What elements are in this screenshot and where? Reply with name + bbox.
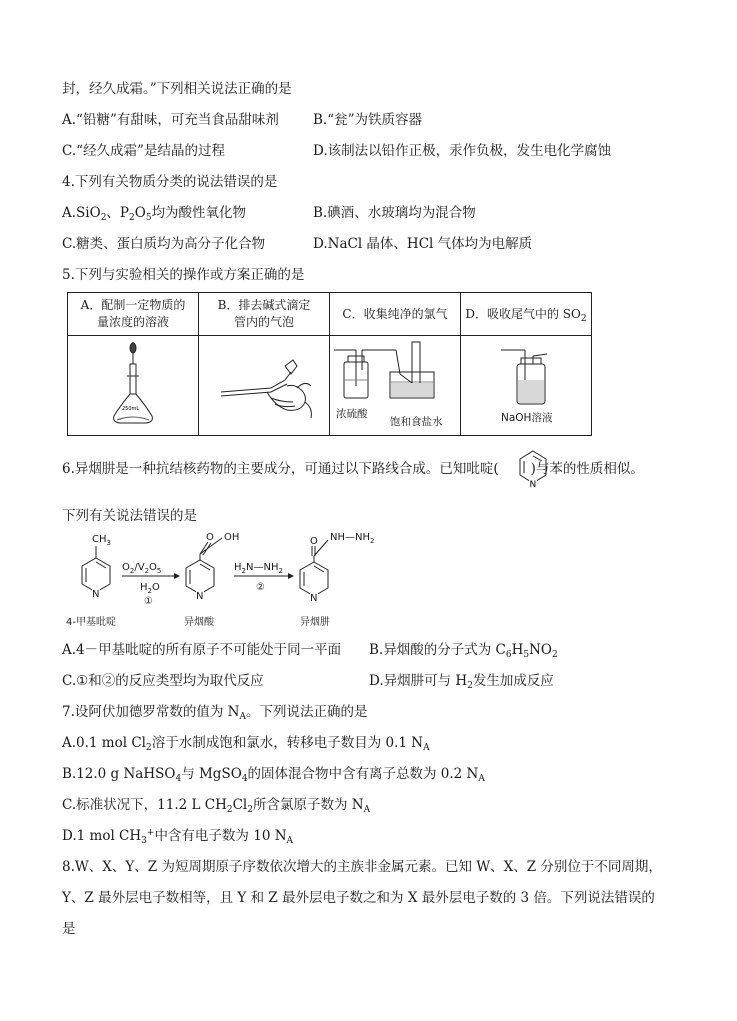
svg-text:N: N [310, 593, 318, 604]
svg-text:NH—NH2: $NH—NH_2$ [330, 532, 375, 545]
name-methylpyridine: 4-甲基吡啶 [66, 617, 116, 628]
flask-mark: 250mL [122, 406, 140, 412]
exp-header-c: C．收集纯净的氯气 [330, 293, 461, 336]
q8-line-3: 是 [62, 921, 76, 937]
svg-text:O: O [310, 536, 318, 547]
q3-option-d: D.该制法以铅作正极，汞作负极，发生电化学腐蚀 [313, 143, 612, 159]
svg-text:N: N [529, 480, 537, 490]
q4-option-a: A.SiO$_2$、$P_2O_5$均为酸性氧化物 [62, 205, 247, 223]
exp-figure-b [199, 336, 330, 436]
q6-stem-2: 下列有关说法错误的是 [62, 508, 197, 524]
q7-option-c: C.标准状况下，11.2 L $CH_2Cl_2$所含氯原子数为 $N_A$ [62, 797, 371, 815]
svg-text:O: O [206, 532, 214, 543]
experiment-table [67, 292, 592, 436]
exp-figure-d [461, 336, 592, 436]
synthesis-scheme [60, 526, 400, 638]
q7-option-d: D.1 mol $CH_3^+$中含有电子数为 10 $N_A$ [62, 828, 294, 846]
q7-option-a: A.0.1 mol $Cl_2$溶于水制成饱和氯水，转移电子数目为 0.1 $N_A$ [62, 735, 430, 753]
exp-header-d: D．吸收尾气中的 $SO_2$ [461, 293, 592, 336]
q4-option-d: D.NaCl 晶体、HCl 气体均为电解质 [313, 236, 533, 252]
svg-text:H2N—NH2: $H_2N—NH_2$ [234, 562, 283, 575]
q8-line-1: 8.W、X、Y、Z 为短周期原子序数依次增大的主族非金属元素。已知 W、X、Z 分别位于不同周期， [62, 859, 662, 875]
q3-option-a: A.“铅糖”有甜味，可充当食品甜味剂 [62, 112, 279, 128]
svg-text:OH: OH [224, 532, 240, 543]
q6-option-a: A.4－甲基吡啶的所有原子不可能处于同一平面 [62, 642, 342, 658]
exp-header-a: A．配制一定物质的 量浓度的溶液 [68, 293, 199, 336]
q3-option-b: B.“瓮”为铁质容器 [313, 112, 423, 128]
exp-figure-c [330, 336, 461, 436]
q4-option-c: C.糖类、蛋白质均为高分子化合物 [62, 236, 266, 252]
methyl-label: $CH_3$ [92, 534, 111, 547]
q7-stem: 7.设阿伏加德罗常数的值为 $N_A$。下列说法正确的是 [62, 704, 368, 722]
c-label-sulfuric: 浓硫酸 [336, 408, 368, 420]
svg-text:N: N [196, 591, 204, 602]
step-1: ① [144, 596, 153, 607]
q6-option-d: D.异烟肼可与 $H_2$发生加成反应 [369, 673, 554, 691]
q5-stem: 5.下列与实验相关的操作或方案正确的是 [62, 267, 305, 283]
q4-stem: 4.下列有关物质分类的说法错误的是 [62, 174, 278, 190]
exp-header-b: B．排去碱式滴定 管内的气泡 [199, 293, 330, 336]
pyridine-structure [516, 448, 550, 490]
exp-figure-a [68, 336, 199, 436]
name-isoniazid: 异烟肼 [300, 617, 330, 628]
step-2: ② [256, 582, 265, 593]
svg-text:N: N [92, 589, 100, 600]
q6-option-c: C.①和②的反应类型均为取代反应 [62, 673, 264, 689]
q6-stem: 6.异烟肼是一种抗结核药物的主要成分，可通过以下路线合成。已知吡啶( )与苯的性质相似。 [62, 461, 644, 477]
burette-hand-figure [201, 336, 327, 430]
q7-option-b: B.12.0 g NaHSO$_4$与 MgSO$_4$的固体混合物中含有离子总数为 0.2 $N_A$ [62, 766, 485, 784]
q3-stem-end: 封，经久成霜。”下列相关说法正确的是 [62, 81, 292, 97]
name-isonicotinic-acid: 异烟酸 [184, 617, 214, 628]
volumetric-flask-figure [70, 336, 196, 430]
c-label-brine: 饱和食盐水 [390, 416, 443, 428]
q6-option-b: B.异烟酸的分子式为 $C_6H_5NO_2$ [369, 642, 558, 660]
svg-text:O2/V2O5: $O_2/V_2O_5$ [122, 562, 162, 575]
d-label-naoh: NaOH溶液 [501, 412, 553, 424]
q3-option-c: C.“经久成霜”是结晶的过程 [62, 143, 225, 159]
svg-text:H2O: $H_2O$ [140, 582, 160, 595]
q4-option-b: B.碘酒、水玻璃均为混合物 [313, 205, 476, 221]
q8-line-2: Y、Z 最外层电子数相等，且 Y 和 Z 最外层电子数之和为 X 最外层电子数的 3 倍。下列说法错误的 [62, 890, 655, 906]
